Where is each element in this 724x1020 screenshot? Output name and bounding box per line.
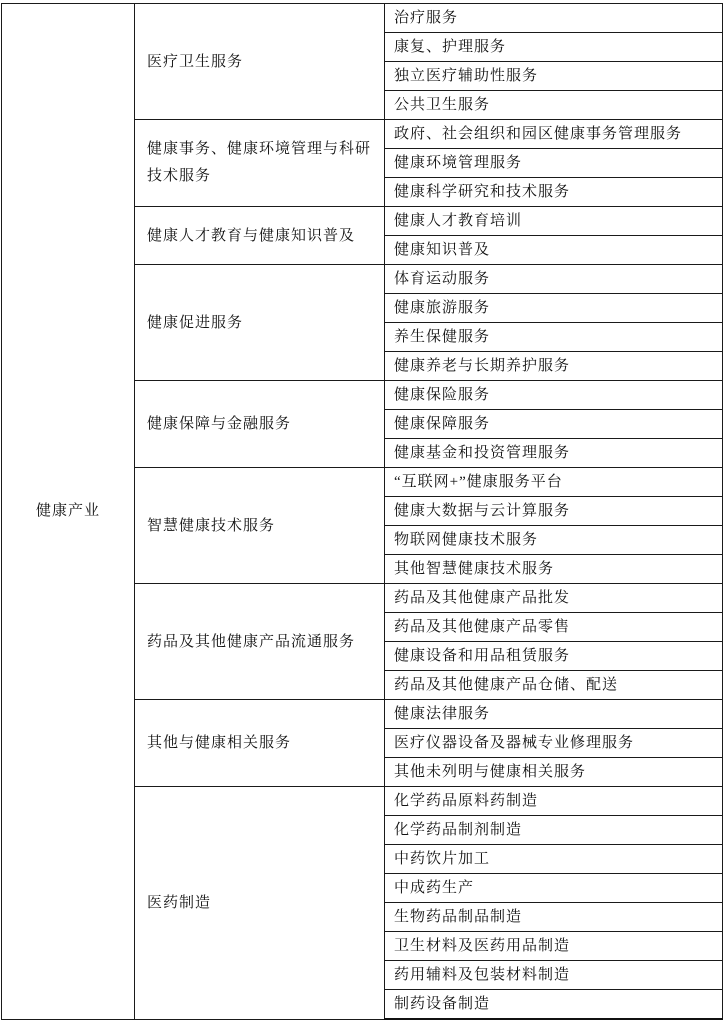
subcategory-cell: 政府、社会组织和园区健康事务管理服务 [385, 120, 723, 149]
category-cell: 其他与健康相关服务 [135, 700, 385, 787]
subcategory-cell: 卫生材料及医药用品制造 [385, 932, 723, 961]
category-cell: 智慧健康技术服务 [135, 468, 385, 584]
industry-classification-table [1, 3, 723, 1020]
subcategory-cell: 健康环境管理服务 [385, 149, 723, 178]
category-cell: 健康人才教育与健康知识普及 [135, 207, 385, 265]
subcategory-cell: 健康知识普及 [385, 236, 723, 265]
subcategory-cell: 中药饮片加工 [385, 845, 723, 874]
category-cell: 医疗卫生服务 [135, 4, 385, 120]
subcategory-cell: 康复、护理服务 [385, 33, 723, 62]
category-cell: 健康保障与金融服务 [135, 381, 385, 468]
category-cell: 健康促进服务 [135, 265, 385, 381]
subcategory-cell: 药品及其他健康产品仓储、配送 [385, 671, 723, 700]
table-body [2, 4, 723, 1020]
subcategory-cell: 其他智慧健康技术服务 [385, 555, 723, 584]
category-cell: 健康事务、健康环境管理与科研技术服务 [135, 120, 385, 207]
industry-cell: 健康产业 [2, 4, 135, 1020]
subcategory-cell: 化学药品原料药制造 [385, 787, 723, 816]
subcategory-cell: 中成药生产 [385, 874, 723, 903]
subcategory-cell: 药用辅料及包装材料制造 [385, 961, 723, 990]
subcategory-cell: “互联网+”健康服务平台 [385, 468, 723, 497]
subcategory-cell: 健康科学研究和技术服务 [385, 178, 723, 207]
subcategory-cell: 药品及其他健康产品零售 [385, 613, 723, 642]
subcategory-cell: 健康养老与长期养护服务 [385, 352, 723, 381]
category-cell: 医药制造 [135, 787, 385, 1020]
subcategory-cell: 医疗仪器设备及器械专业修理服务 [385, 729, 723, 758]
subcategory-cell: 健康法律服务 [385, 700, 723, 729]
subcategory-cell: 独立医疗辅助性服务 [385, 62, 723, 91]
subcategory-cell: 健康基金和投资管理服务 [385, 439, 723, 468]
table-row [2, 4, 723, 33]
subcategory-cell: 制药设备制造 [385, 990, 723, 1020]
category-cell: 药品及其他健康产品流通服务 [135, 584, 385, 700]
subcategory-cell: 健康保障服务 [385, 410, 723, 439]
subcategory-cell: 健康大数据与云计算服务 [385, 497, 723, 526]
subcategory-cell: 治疗服务 [385, 4, 723, 33]
subcategory-cell: 生物药品制品制造 [385, 903, 723, 932]
subcategory-cell: 其他未列明与健康相关服务 [385, 758, 723, 787]
subcategory-cell: 健康设备和用品租赁服务 [385, 642, 723, 671]
subcategory-cell: 药品及其他健康产品批发 [385, 584, 723, 613]
subcategory-cell: 体育运动服务 [385, 265, 723, 294]
subcategory-cell: 化学药品制剂制造 [385, 816, 723, 845]
subcategory-cell: 健康旅游服务 [385, 294, 723, 323]
subcategory-cell: 健康保险服务 [385, 381, 723, 410]
subcategory-cell: 公共卫生服务 [385, 91, 723, 120]
subcategory-cell: 健康人才教育培训 [385, 207, 723, 236]
subcategory-cell: 养生保健服务 [385, 323, 723, 352]
subcategory-cell: 物联网健康技术服务 [385, 526, 723, 555]
